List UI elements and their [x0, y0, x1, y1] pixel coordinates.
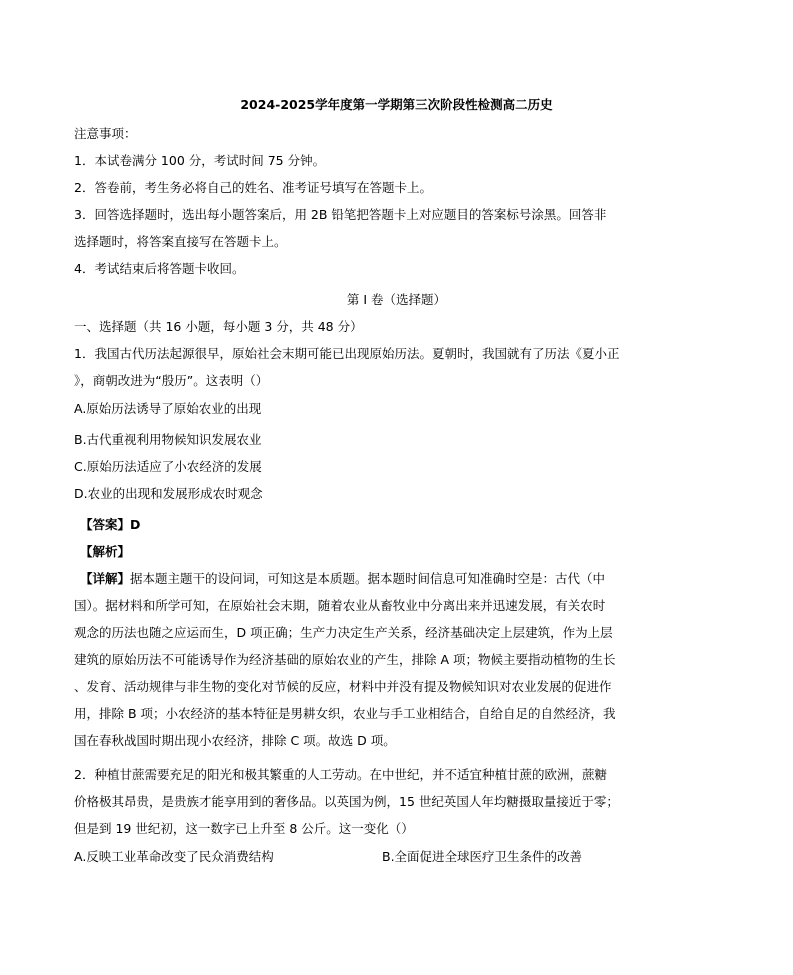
- analysis-label: 【解析】: [80, 544, 131, 559]
- answer-line: [80, 517, 680, 533]
- notice-item-4: 4．考试结束后将答题卡收回。: [74, 261, 245, 276]
- notice-item-3-continued: 选择题时，将答案直接写在答题卡上。: [74, 234, 287, 249]
- detail-line-2: 国）。据材料和所学可知，在原始社会末期，随着农业从畜牧业中分离出来并迅速发展，有关农时: [74, 598, 606, 613]
- question-2-option-a: A.反映工业革命改变了民众消费结构: [74, 849, 274, 864]
- question-2-stem-line-1: 2．种植甘蔗需要充足的阳光和极其繁重的人工劳动。在中世纪，并不适宜种植甘蔗的欧洲，蔗糖: [74, 767, 607, 782]
- question-2-stem-line-2: 价格极其昂贵，是贵族才能享用到的奢侈品。以英国为例，15 世纪英国人年均糖摄取量接近于零；: [74, 794, 619, 809]
- detail-line-7: 国在春秋战国时期出现小农经济，排除 C 项。故选 D 项。: [74, 733, 396, 748]
- detail-line-4: 建筑的原始历法不可能诱导作为经济基础的原始农业的产生，排除 A 项；物候主要指动植物的生长: [74, 652, 616, 667]
- detail-text-1: 据本题主题干的设问词，可知这是本质题。据本题时间信息可知准确时空是：古代（中: [130, 571, 606, 586]
- answer-value: D: [130, 517, 141, 532]
- question-1-option-b: B.古代重视利用物候知识发展农业: [74, 432, 262, 447]
- question-1-stem-line-1: 1．我国古代历法起源很早，原始社会末期可能已出现原始历法。夏朝时，我国就有了历法《夏小正: [74, 346, 620, 361]
- question-1-stem-line-2: 》，商朝改进为“殷历”。这表明（）: [74, 373, 269, 388]
- detail-line-6: 用，排除 B 项；小农经济的基本特征是男耕女织，农业与手工业相结合，自给自足的自然经济，我: [74, 706, 616, 721]
- analysis-label-line: [80, 544, 680, 560]
- notice-heading: 注意事项：: [74, 126, 137, 141]
- answer-label: 【答案】: [80, 517, 131, 532]
- detail-label: 【详解】: [80, 571, 131, 586]
- question-2-options-row: [74, 849, 674, 865]
- detail-line-3: 观念的历法也随之应运而生，D 项正确；生产力决定生产关系，经济基础决定上层建筑，作为上层: [74, 625, 613, 640]
- notice-item-3: 3．回答选择题时，选出每小题答案后，用 2B 铅笔把答题卡上对应题目的答案标号涂黑。回答非: [74, 207, 607, 222]
- notice-item-2: 2．答卷前，考生务必将自己的姓名、准考证号填写在答题卡上。: [74, 180, 432, 195]
- question-2-stem-line-3: 但是到 19 世纪初，这一数字已上升至 8 公斤。这一变化（）: [74, 821, 414, 836]
- notice-item-1: 1．本试卷满分 100 分，考试时间 75 分钟。: [74, 153, 326, 168]
- question-2-option-b: B.全面促进全球医疗卫生条件的改善: [382, 849, 583, 864]
- section-title: 第 I 卷（选择题）: [346, 292, 447, 307]
- exam-title: 2024-2025学年度第一学期第三次阶段性检测高二历史: [240, 97, 553, 112]
- part-heading: 一、选择题（共 16 小题，每小题 3 分，共 48 分）: [74, 319, 363, 334]
- detail-line-1: [80, 571, 680, 587]
- question-1-option-c: C.原始历法适应了小农经济的发展: [74, 459, 262, 474]
- detail-line-5: 、发育、活动规律与非生物的变化对节候的反应，材料中并没有提及物候知识对农业发展的促进作: [74, 679, 612, 694]
- question-1-option-d: D.农业的出现和发展形成农时观念: [74, 486, 263, 501]
- question-1-option-a: A.原始历法诱导了原始农业的出现: [74, 401, 262, 416]
